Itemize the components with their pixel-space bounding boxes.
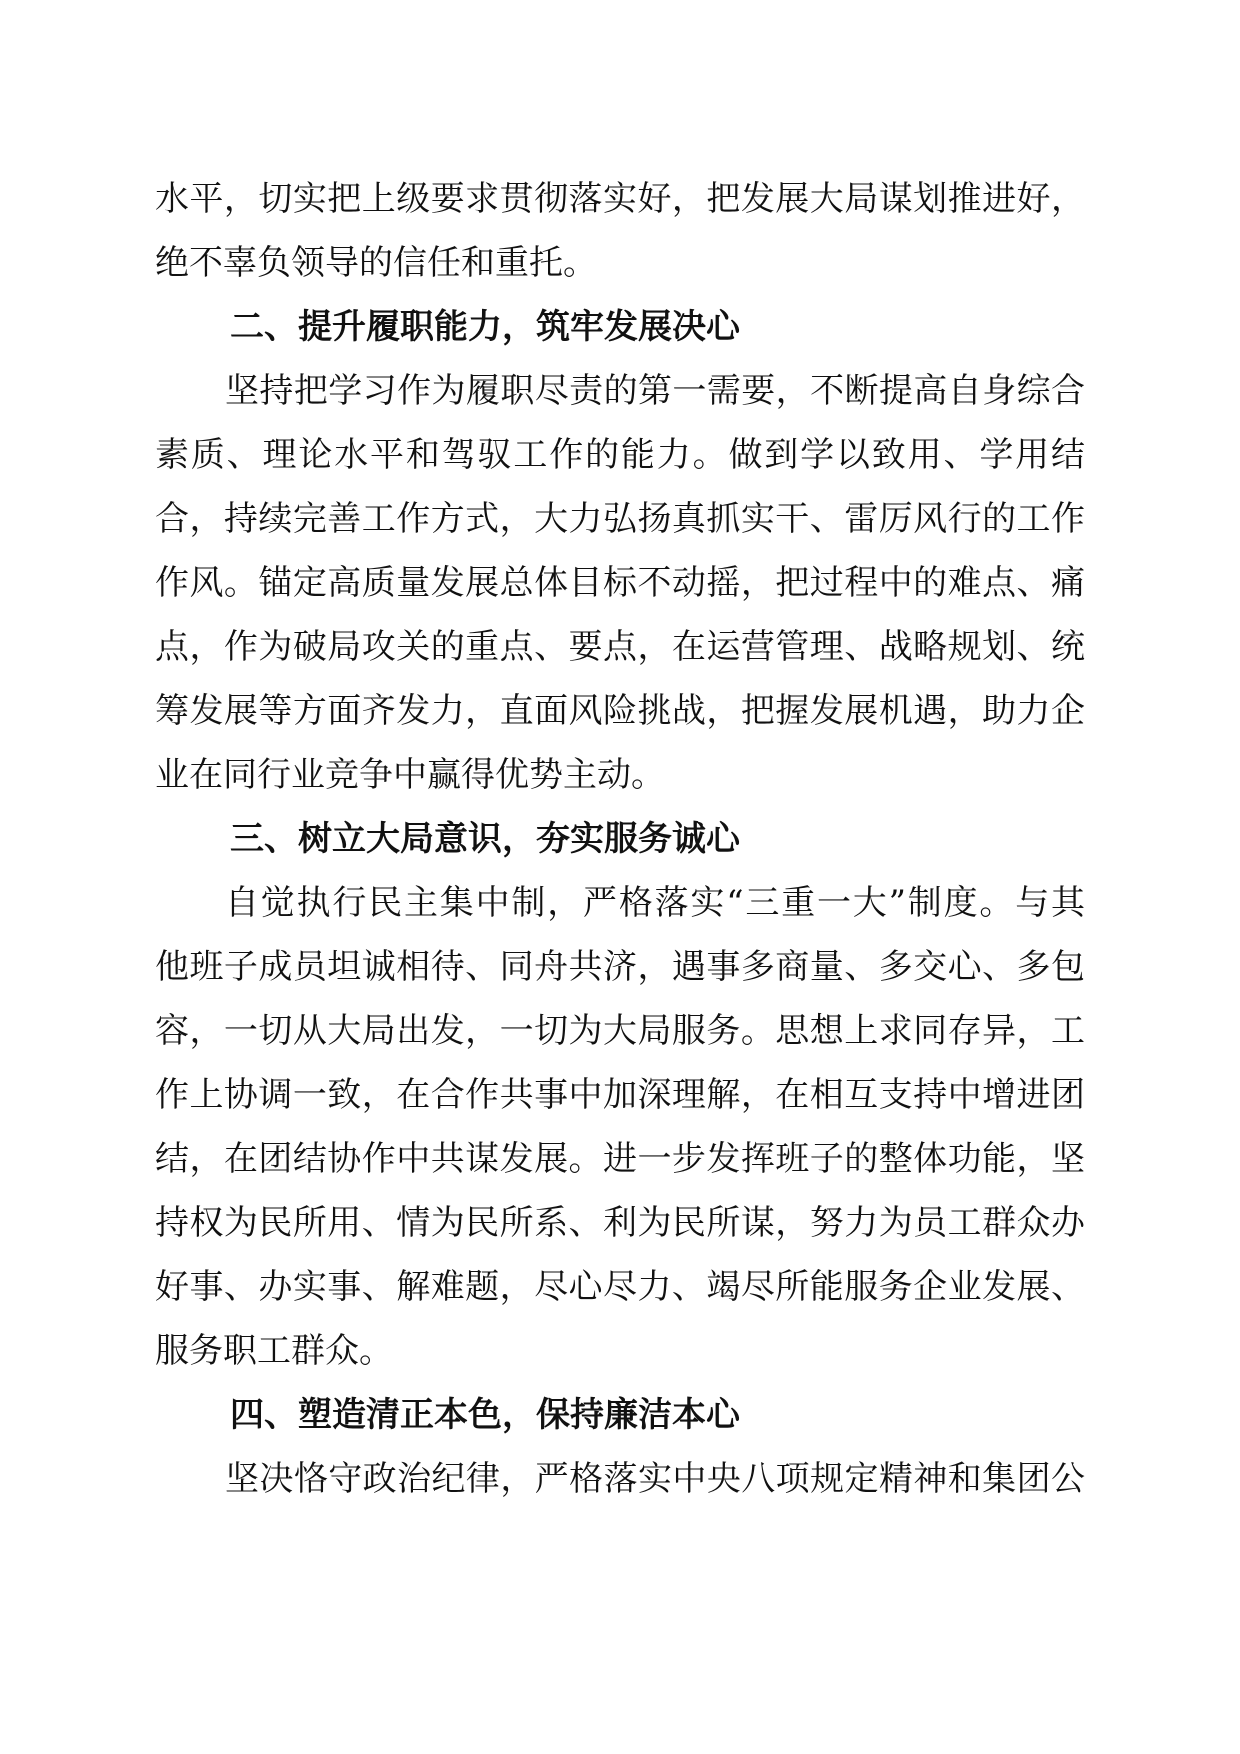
section-heading-2: 二、提升履职能力，筑牢发展决心 bbox=[230, 307, 740, 347]
paragraph-line: 素质、理论水平和驾驭工作的能力。做到学以致用、学用结 bbox=[155, 435, 1085, 475]
paragraph-line: 坚持把学习作为履职尽责的第一需要，不断提高自身综合 bbox=[225, 371, 1085, 411]
paragraph-line: 容，一切从大局出发，一切为大局服务。思想上求同存异，工 bbox=[155, 1011, 1085, 1051]
section-heading-3: 三、树立大局意识，夯实服务诚心 bbox=[230, 819, 740, 859]
paragraph-line: 作上协调一致，在合作共事中加深理解，在相互支持中增进团 bbox=[155, 1075, 1085, 1115]
paragraph-line: 他班子成员坦诚相待、同舟共济，遇事多商量、多交心、多包 bbox=[155, 947, 1085, 987]
paragraph-line: 点，作为破局攻关的重点、要点，在运营管理、战略规划、统 bbox=[155, 627, 1085, 667]
paragraph-line: 合，持续完善工作方式，大力弘扬真抓实干、雷厉风行的工作 bbox=[155, 499, 1085, 539]
paragraph-line: 自觉执行民主集中制，严格落实“三重一大”制度。与其 bbox=[225, 883, 1085, 923]
paragraph-line: 业在同行业竞争中赢得优势主动。 bbox=[155, 755, 665, 795]
paragraph-line: 作风。锚定高质量发展总体目标不动摇，把过程中的难点、痛 bbox=[155, 563, 1085, 603]
paragraph-line: 结，在团结协作中共谋发展。进一步发挥班子的整体功能，坚 bbox=[155, 1139, 1085, 1179]
paragraph-line: 绝不辜负领导的信任和重托。 bbox=[155, 243, 597, 283]
paragraph-line: 水平，切实把上级要求贯彻落实好，把发展大局谋划推进好， bbox=[155, 179, 1085, 219]
section-heading-4: 四、塑造清正本色，保持廉洁本心 bbox=[230, 1395, 740, 1435]
paragraph-line: 持权为民所用、情为民所系、利为民所谋，努力为员工群众办 bbox=[155, 1203, 1085, 1243]
paragraph-line: 坚决恪守政治纪律，严格落实中央八项规定精神和集团公 bbox=[225, 1459, 1085, 1499]
paragraph-line: 服务职工群众。 bbox=[155, 1331, 393, 1371]
paragraph-line: 好事、办实事、解难题，尽心尽力、竭尽所能服务企业发展、 bbox=[155, 1267, 1085, 1307]
paragraph-line: 筹发展等方面齐发力，直面风险挑战，把握发展机遇，助力企 bbox=[155, 691, 1085, 731]
